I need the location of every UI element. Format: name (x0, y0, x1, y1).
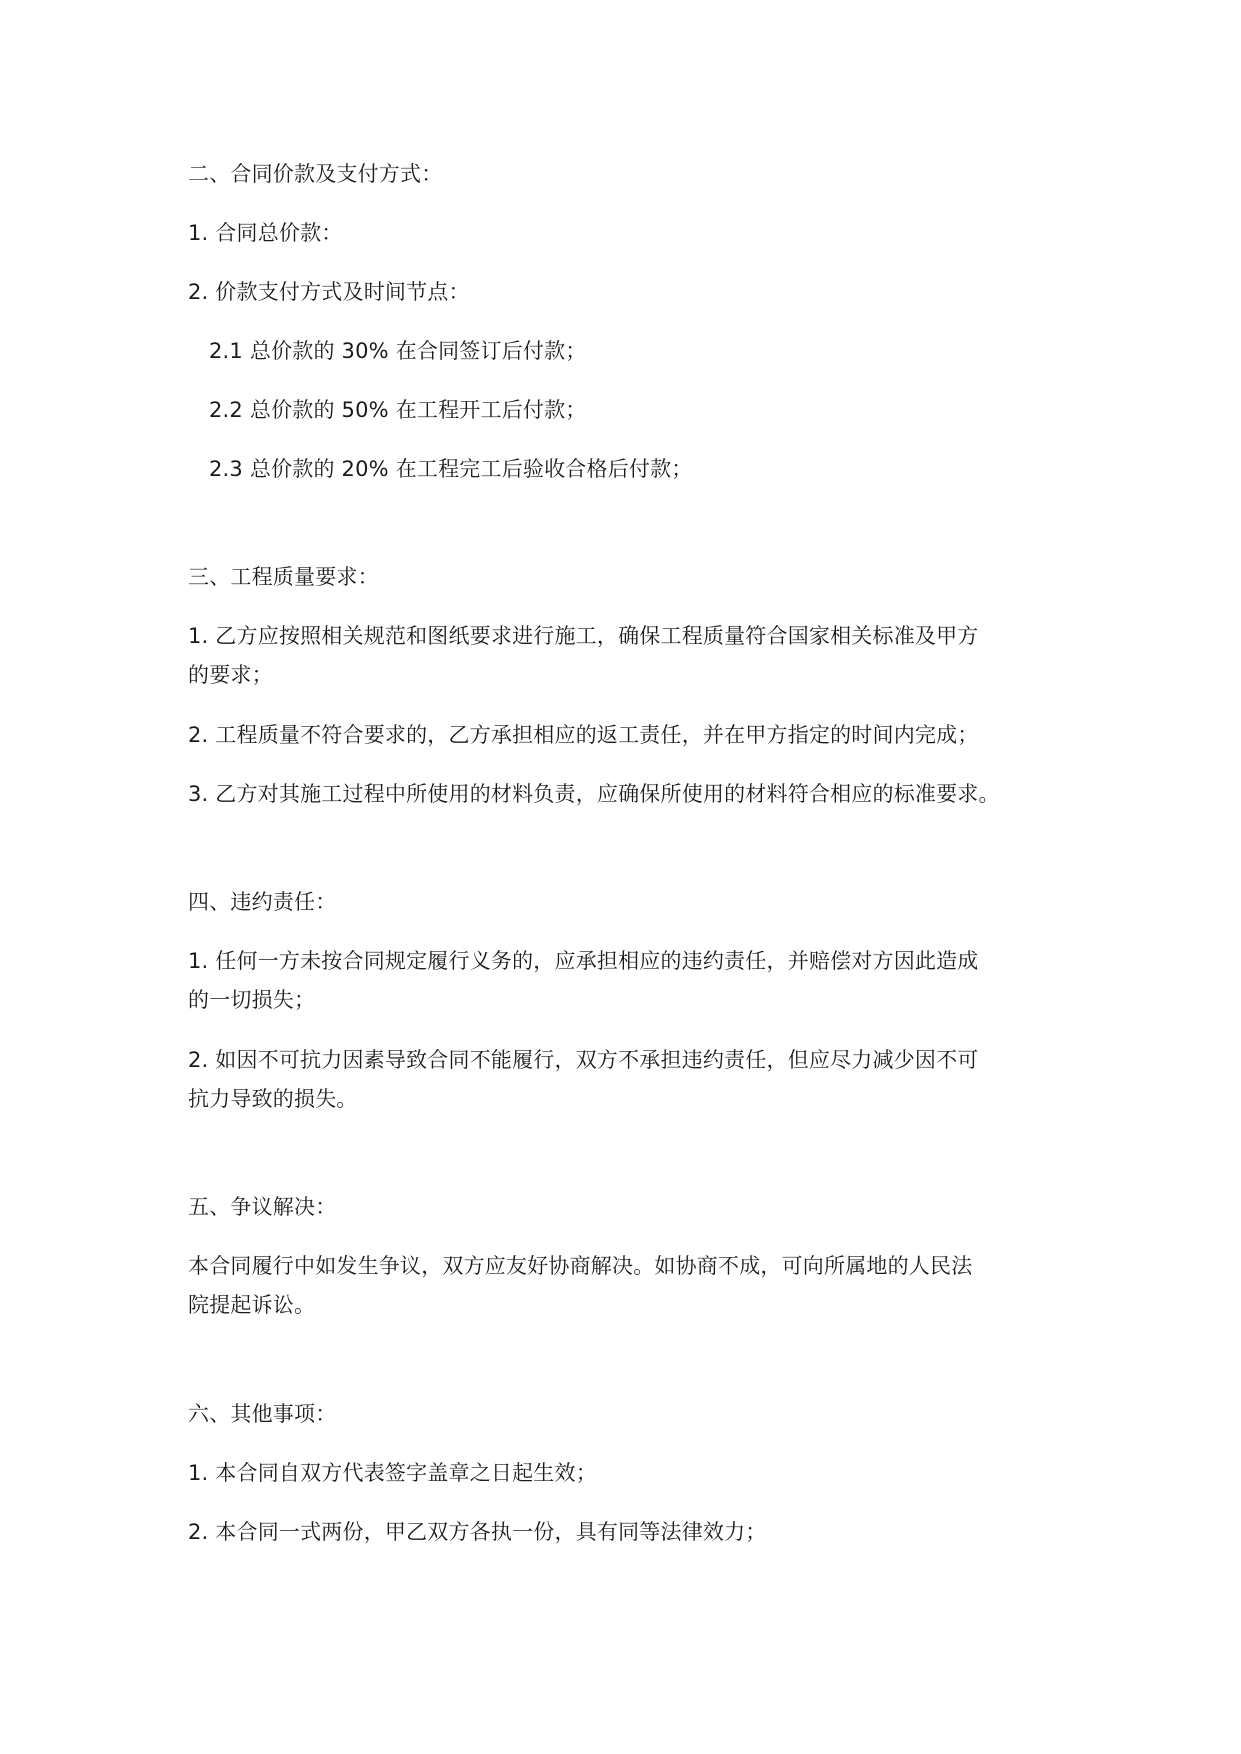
section-4-item-2-line-2: 抗力导致的损失。 (188, 1087, 358, 1111)
section-4-item-1-line-1: 1. 任何一方未按合同规定履行义务的，应承担相应的违约责任，并赔偿对方因此造成 (188, 949, 979, 973)
section-4-item-1-line-2: 的一切损失； (188, 988, 316, 1012)
section-2-heading: 二、合同价款及支付方式： (188, 162, 443, 186)
section-3-item-3: 3. 乙方对其施工过程中所使用的材料负责，应确保所使用的材料符合相应的标准要求。 (188, 782, 1000, 806)
section-3-item-1-line-1: 1. 乙方应按照相关规范和图纸要求进行施工，确保工程质量符合国家相关标准及甲方 (188, 624, 979, 648)
section-2-item-1: 1. 合同总价款： (188, 221, 343, 245)
section-4-item-2-line-1: 2. 如因不可抗力因素导致合同不能履行，双方不承担违约责任，但应尽力减少因不可 (188, 1048, 979, 1072)
section-2-sub-item-2: 2.2 总价款的 50% 在工程开工后付款； (209, 398, 587, 422)
section-2-item-2: 2. 价款支付方式及时间节点： (188, 280, 470, 304)
section-2-sub-item-1: 2.1 总价款的 30% 在合同签订后付款； (209, 339, 587, 363)
section-6-item-2: 2. 本合同一式两份，甲乙双方各执一份，具有同等法律效力； (188, 1520, 767, 1544)
section-4-heading: 四、违约责任： (188, 890, 337, 914)
section-5-paragraph-line-2: 院提起诉讼。 (188, 1293, 316, 1317)
section-5-heading: 五、争议解决： (188, 1195, 337, 1219)
section-3-item-1-line-2: 的要求； (188, 663, 273, 687)
section-3-heading: 三、工程质量要求： (188, 565, 379, 589)
section-6-item-1: 1. 本合同自双方代表签字盖章之日起生效； (188, 1461, 597, 1485)
section-3-item-2: 2. 工程质量不符合要求的，乙方承担相应的返工责任，并在甲方指定的时间内完成； (188, 723, 979, 747)
section-2-sub-item-3: 2.3 总价款的 20% 在工程完工后验收合格后付款； (209, 457, 693, 481)
section-5-paragraph-line-1: 本合同履行中如发生争议，双方应友好协商解决。如协商不成，可向所属地的人民法 (188, 1254, 973, 1278)
section-6-heading: 六、其他事项： (188, 1402, 337, 1426)
